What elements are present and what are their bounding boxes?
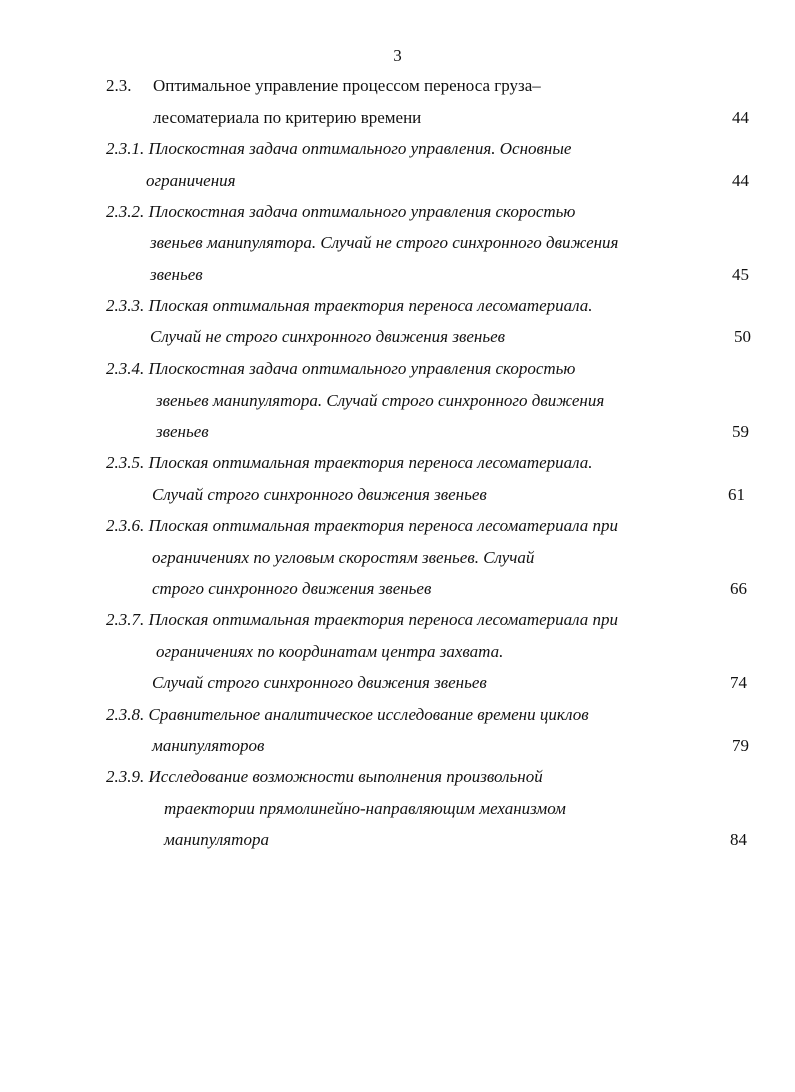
toc-entry-title-line: Оптимальное управление процессом переноса груза– [153, 76, 541, 95]
toc-entry-page: 59 [732, 422, 749, 441]
toc-entry-title-line: звеньев [150, 265, 203, 284]
toc-entry-page: 74 [730, 673, 747, 692]
toc-entry-page: 44 [732, 108, 749, 127]
toc-entry-title-line: ограничения [146, 171, 236, 190]
toc-entry-page: 44 [732, 171, 749, 190]
toc-entry-title-line: Случай строго синхронного движения звеньев [152, 485, 487, 504]
toc-entry-page: 79 [732, 736, 749, 755]
toc-entry-title-line: ограничениях по координатам центра захвата. [156, 642, 504, 661]
toc-entry-title-line: 2.3.7. Плоская оптимальная траектория переноса лесоматериала при [106, 610, 619, 629]
toc-entry-title-line: звеньев манипулятора. Случай строго синхронного движения [156, 391, 605, 410]
toc-entry-page: 84 [730, 830, 747, 849]
page-number: 3 [393, 46, 402, 65]
toc-entry-title-line: 2.3.9. Исследование возможности выполнения произвольной [106, 767, 543, 786]
toc-entry-title-line: Случай не строго синхронного движения звеньев [150, 327, 505, 346]
toc-entry-title-line: ограничениях по угловым скоростям звеньев. Случай [152, 548, 535, 567]
toc-entry-page: 66 [730, 579, 747, 598]
toc-entry-title-line: 2.3.6. Плоская оптимальная траектория переноса лесоматериала при [106, 516, 619, 535]
toc-entry-title-line: 2.3.4. Плоскостная задача оптимального управления скоростью [106, 359, 576, 378]
toc-entry-title-line: Случай строго синхронного движения звеньев [152, 673, 487, 692]
toc-entry-title-line: строго синхронного движения звеньев [152, 579, 432, 598]
toc-entry-page: 50 [734, 327, 751, 346]
toc-entry-title-line: 2.3.8. Сравнительное аналитическое исследование времени циклов [106, 705, 589, 724]
toc-entry-title-line: 2.3.5. Плоская оптимальная траектория переноса лесоматериала. [106, 453, 593, 472]
toc-entry-title-line: 2.3.3. Плоская оптимальная траектория переноса лесоматериала. [106, 296, 593, 315]
toc-entry-title-line: 2.3.1. Плоскостная задача оптимального управления. Основные [106, 139, 572, 158]
toc-entry-title-line: лесоматериала по критерию времени [153, 108, 422, 127]
toc-entry-page: 45 [732, 265, 749, 284]
toc-entry-title-line: звеньев [156, 422, 209, 441]
toc-entry-title-line: манипуляторов [152, 736, 265, 755]
toc-entry-title-line: манипулятора [164, 830, 269, 849]
toc-entry-number: 2.3. [106, 76, 132, 95]
toc-entry-title-line: звеньев манипулятора. Случай не строго синхронного движения [150, 233, 619, 252]
toc-entry-title-line: 2.3.2. Плоскостная задача оптимального управления скоростью [106, 202, 576, 221]
toc-entry-title-line: траектории прямолинейно-направляющим механизмом [164, 799, 566, 818]
toc-entry-page: 61 [728, 485, 745, 504]
